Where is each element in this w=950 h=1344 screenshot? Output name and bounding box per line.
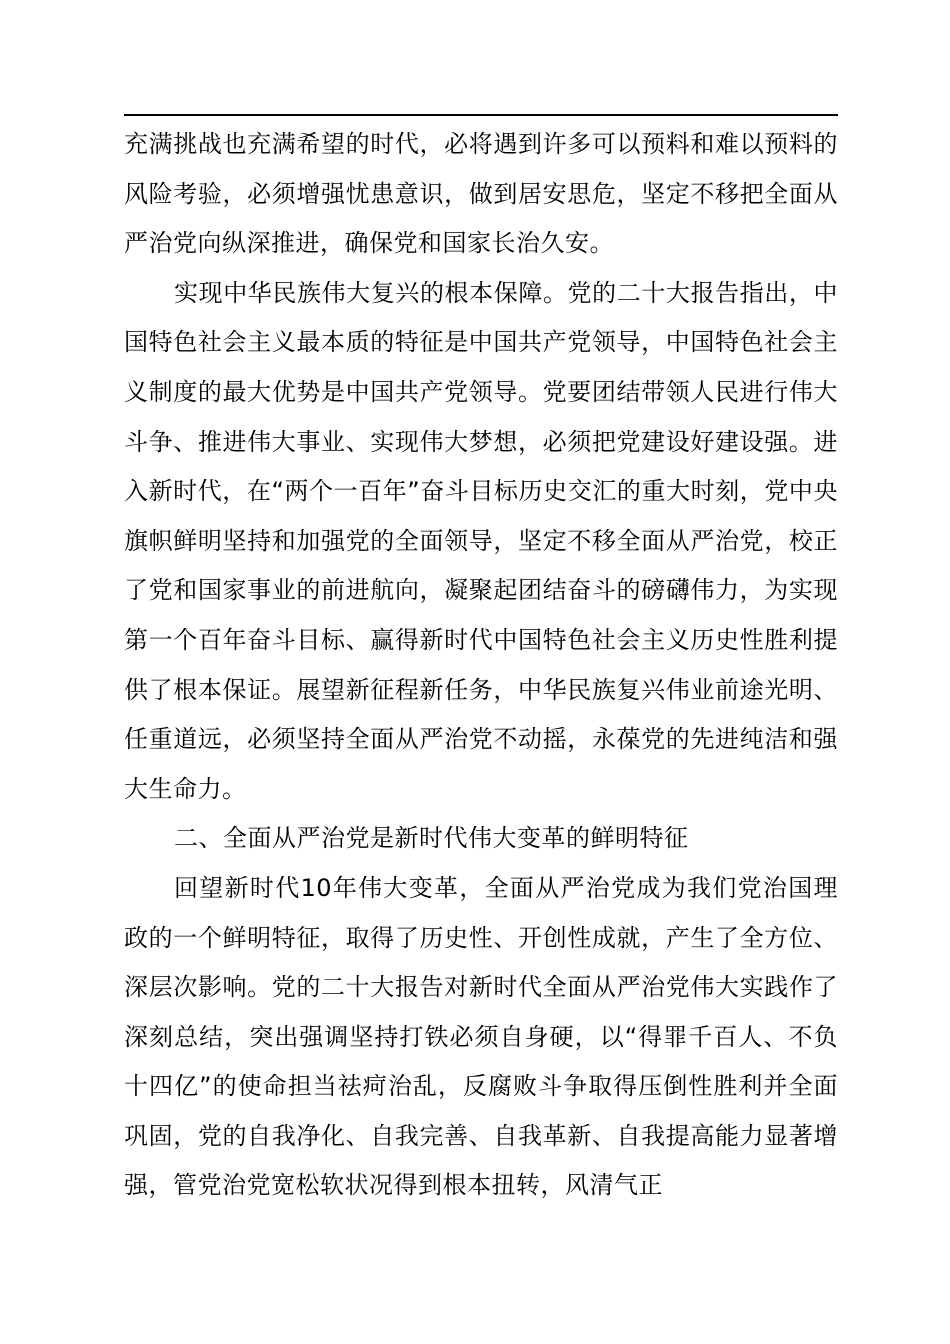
paragraph-2: 实现中华民族伟大复兴的根本保障。党的二十大报告指出，中国特色社会主义最本质的特征是中国共产党领导，中国特色社会主义制度的最大优势是中国共产党领导。党要团结带领人民进行伟大斗争、推进伟大事业、实现伟大梦想，必须把党建设好建设强。进入新时代，在“两个一百年”奋斗目标历史交汇的重大时刻，党中央旗帜鲜明坚持和加强党的全面领导，坚定不移全面从严治党，校正了党和国家事业的前进航向，凝聚起团结奋斗的磅礴伟力，为实现第一个百年奋斗目标、赢得新时代中国特色社会主义历史性胜利提供了根本保证。展望新征程新任务，中华民族复兴伟业前途光明、任重道远，必须坚持全面从严治党不动摇，永葆党的先进纯洁和强大生命力。 bbox=[124, 278, 838, 803]
paragraph-1: 充满挑战也充满希望的时代，必将遇到许多可以预料和难以预料的风险考验，必须增强忧患意识，做到居安思危，坚定不移把全面从严治党向纵深推进，确保党和国家长治久安。 bbox=[124, 130, 838, 258]
paragraph-3: 回望新时代10年伟大变革，全面从严治党成为我们党治国理政的一个鲜明特征，取得了历史性、开创性成就，产生了全方位、深层次影响。党的二十大报告对新时代全面从严治党伟大实践作了深刻总结，突出强调坚持打铁必须自身硬，以“得罪千百人、不负十四亿”的使命担当祛疴治乱，反腐败斗争取得压倒性胜利并全面巩固，党的自我净化、自我完善、自我革新、自我提高能力显著增强，管党治党宽松软状况得到根本扭转，风清气正 bbox=[124, 873, 838, 1200]
section-heading: 二、全面从严治党是新时代伟大变革的鲜明特征 bbox=[174, 824, 689, 853]
header-rule bbox=[124, 114, 838, 116]
body-text bbox=[124, 120, 838, 1211]
